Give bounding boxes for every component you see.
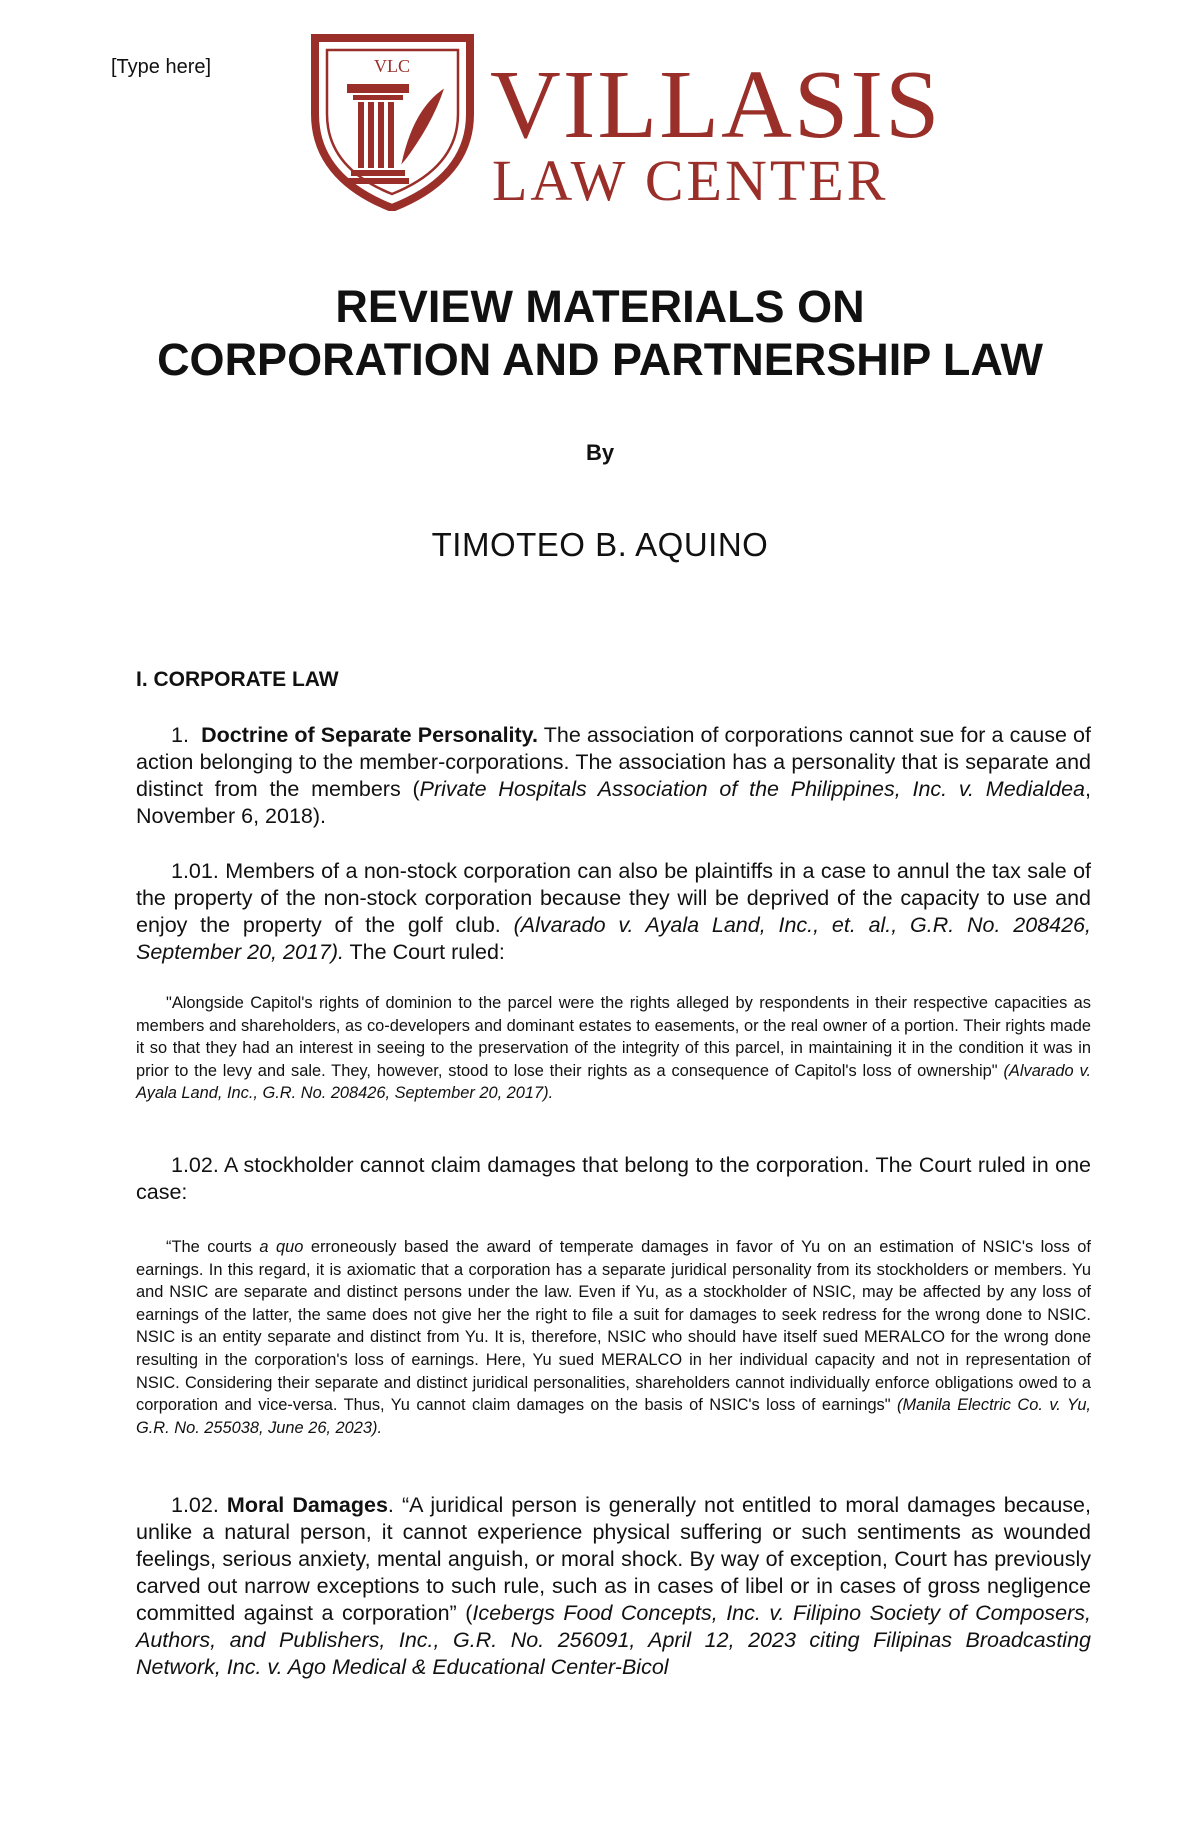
citation: Private Hospitals Association of the Philippines, Inc. v. Medialdea <box>419 777 1085 801</box>
citation: (Alvarado v. Ayala Land, Inc., et. al., G.R. No. 208426, September 20, 2017). <box>136 913 1091 964</box>
document-title-line-2: CORPORATION AND PARTNERSHIP LAW <box>157 334 1043 385</box>
shield-column-quill-icon <box>305 26 480 211</box>
paragraph-3 <box>136 1152 1091 1206</box>
paragraph-1 <box>136 722 1091 830</box>
author-name: TIMOTEO B. AQUINO <box>431 526 769 563</box>
logo <box>305 26 942 216</box>
paragraph-text: The association of corporations cannot sue for a cause of action belonging to the member-corporations. The association has a personality that is separate and distinct from the members ( <box>136 723 1091 801</box>
header-placeholder: [Type here] <box>111 56 212 78</box>
block-quote-2 <box>136 1236 1091 1439</box>
quote-text: "Alongside Capitol's rights of dominion to the parcel were the rights alleged by respondents in their respective capacities as members and shareholders, as co-developers and dominant estates to easements, or the real owner of a portion. Their rights made it so that they had an interest in seeing to the preservation of the integrity of this parcel, in maintaining it in the condition it was in prior to the levy and sale. They, however, stood to lose their rights as a consequence of Capitol's loss of ownership" <box>136 994 1091 1080</box>
citation: Icebergs Food Concepts, Inc. v. Filipino Society of Composers, Authors, and Publishers, Inc., G.R. No. 256091, April 12, 2023 citing Filipinas Broadcasting Network, Inc. v. Ago Medical & Educational Center-Bicol <box>136 1601 1091 1679</box>
citation: (Alvarado v. Ayala Land, Inc., G.R. No. 208426, September 20, 2017). <box>136 1061 1092 1103</box>
citation: (Manila Electric Co. v. Yu, G.R. No. 255038, June 26, 2023). <box>136 1396 1091 1437</box>
paragraph-2 <box>136 858 1091 966</box>
document-title-line-1: REVIEW MATERIALS ON <box>335 281 865 332</box>
citation-rest: , November 6, 2018). <box>136 777 1091 828</box>
paragraph-number: 1.02. <box>171 1493 219 1517</box>
paragraph-tail: The Court ruled: <box>343 940 505 964</box>
paragraph-4 <box>136 1492 1091 1681</box>
logo-name: VILLASIS <box>490 51 942 159</box>
byline-by: By <box>585 440 615 465</box>
paragraph-number: 1.02. <box>171 1153 219 1177</box>
paragraph-text: . “A juridical person is generally not entitled to moral damages because, unlike a natural person, it cannot experience physical suffering or such sentiments as wounded feelings, serious anxiety, mental anguish, or moral shock. By way of exception, Court has previously carved out narrow exceptions to such rule, such as in cases of libel or in cases of gross negligence committed against a corporation” ( <box>136 1493 1091 1625</box>
block-quote-1 <box>136 992 1091 1105</box>
paragraph-number: 1.01. <box>171 859 219 883</box>
quote-text: “The courts <box>166 1238 260 1256</box>
paragraph-text: A stockholder cannot claim damages that belong to the corporation. The Court ruled in one case: <box>136 1153 1091 1204</box>
paragraph-number: 1. <box>171 723 189 747</box>
paragraph-heading: Moral Damages <box>226 1493 388 1517</box>
section-heading: I. CORPORATE LAW <box>136 668 339 691</box>
quote-italic: a quo <box>259 1238 304 1256</box>
logo-subtitle: LAW CENTER <box>492 148 889 213</box>
quote-text-cont: erroneously based the award of temperate damages in favor of Yu on an estimation of NSIC's loss of earnings. In this regard, it is axiomatic that a corporation has a separate juridical personality from its stockholders or members. Yu and NSIC are separate and distinct persons under the law. Even if Yu, as a stockholder of NSIC, may be affected by any loss of earnings of the latter, the same does not give her the right to file a suit for damages to seek redress for the wrong done to NSIC. NSIC is an entity separate and distinct from Yu. It is, therefore, NSIC who should have itself sued MERALCO for the wrong done resulting in the corporation's loss of earnings. Here, Yu sued MERALCO in her individual capacity and not in representation of NSIC. Considering their separate and distinct juridical personalities, shareholders cannot individually enforce obligations owed to a corporation and vice-versa. Thus, Yu cannot claim damages on the basis of NSIC's loss of earnings" <box>136 1238 1091 1415</box>
paragraph-heading: Doctrine of Separate Personality. <box>201 723 539 747</box>
logo-initials: VLC <box>374 56 410 76</box>
paragraph-text: Members of a non-stock corporation can also be plaintiffs in a case to annul the tax sale of the property of the non-stock corporation because they will be deprived of the capacity to use and enjoy the property of the golf club. <box>136 859 1091 937</box>
